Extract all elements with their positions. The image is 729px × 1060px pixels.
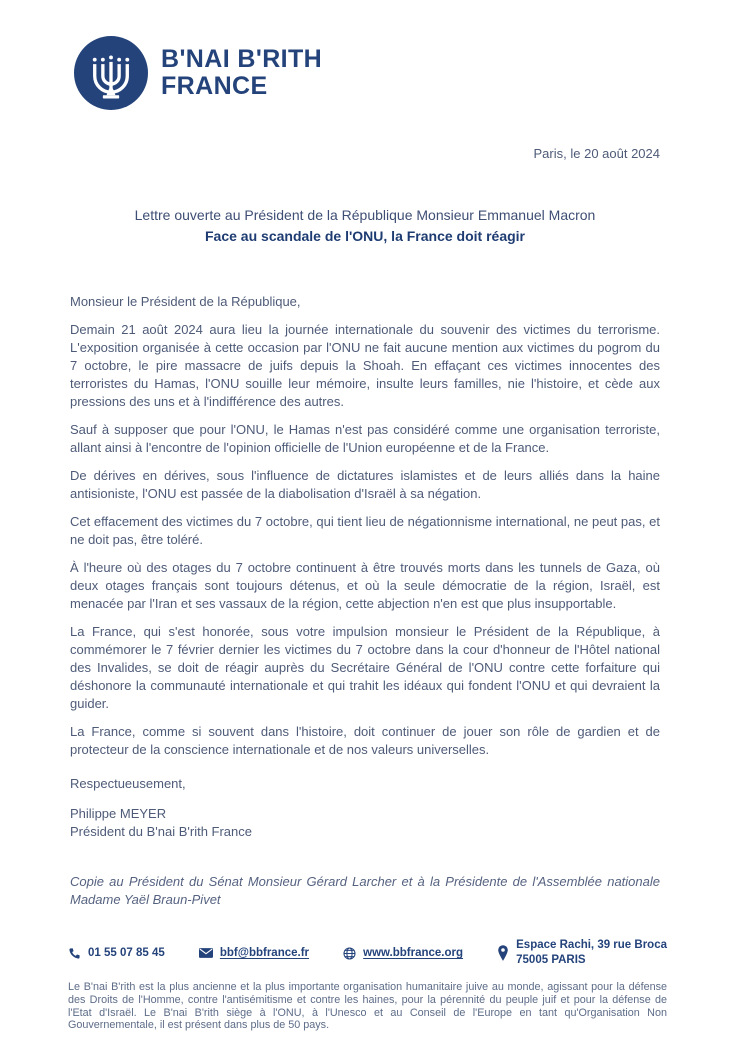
phone-icon [68, 947, 81, 960]
letter-title: Lettre ouverte au Président de la République Monsieur Emmanuel Macron [134, 207, 596, 223]
envelope-icon [199, 948, 213, 958]
body-paragraph: Sauf à supposer que pour l'ONU, le Hamas n'est pas considéré comme une organisation terroriste, allant ainsi à l'encontre de l'opinion officielle de l'Union européenne et de la France. [70, 422, 660, 455]
body-paragraph: Demain 21 août 2024 aura lieu la journée internationale du souvenir des victimes du terrorisme. L'exposition organisée à cette occasion par l'ONU ne fait aucune mention aux victimes du pogrom du 7 octobre, le pire massacre de juifs depuis la Shoah. En effaçant ces victimes innocentes des terroristes du Hamas, l'ONU souille leur mémoire, insulte leurs familles, nie l'histoire, et cède aux pressions des uns et à l'indifférence des autres. [70, 322, 660, 409]
letter-page [0, 36, 729, 1060]
globe-icon [343, 947, 356, 960]
salutation: Monsieur le Président de la République, [70, 294, 301, 309]
logo-line1: B'NAI B'RITH [161, 45, 323, 73]
logo-text [161, 46, 322, 100]
address-line1: Espace Rachi, 39 rue Broca [516, 939, 667, 951]
website-contact[interactable] [343, 947, 463, 960]
location-pin-icon [497, 945, 509, 961]
body-paragraph: La France, qui s'est honorée, sous votre impulsion monsieur le Président de la République, à commémorer le 7 février dernier les victimes du 7 octobre dans la cour d'honneur de l'Hôtel national des Invalides, se doit de réagir auprès du Secrétaire Général de l'ONU contre cette forfaiture qui déshonore la communauté internationale et qui trahit les idéaux qui fondent l'ONU et qui devraient la guider. [70, 624, 660, 711]
phone-number: 01 55 07 85 45 [88, 947, 165, 959]
letter-subtitle: Face au scandale de l'ONU, la France doit réagir [205, 228, 525, 244]
signature-title: Président du B'nai B'rith France [70, 824, 252, 839]
menorah-icon [74, 36, 148, 110]
logo-line2: FRANCE [161, 72, 268, 100]
signature-name: Philippe MEYER [70, 806, 167, 821]
address-contact [497, 938, 667, 968]
body-paragraph: Cet effacement des victimes du 7 octobre, qui tient lieu de négationnisme international, ne peut pas, et ne doit pas, être toléré. [70, 514, 660, 547]
email-link[interactable]: bbf@bbfrance.fr [219, 947, 310, 959]
website-link[interactable]: www.bbfrance.org [363, 947, 464, 959]
signature-block [70, 805, 660, 841]
body-paragraph: À l'heure où des otages du 7 octobre continuent à être trouvés morts dans les tunnels de Gaza, où deux otages français sont toujours détenus, et où la seule démocratie de la région, Israël, est menacée par l'Iran et ses vassaux de la région, cette abjection n'en est que plus insupportable. [70, 560, 660, 611]
phone-contact [68, 947, 165, 960]
closing: Respectueusement, [70, 776, 186, 791]
body-paragraph: La France, comme si souvent dans l'histoire, doit continuer de jouer son rôle de gardien et de protecteur de la conscience internationale et de nos valeurs universelles. [70, 724, 660, 757]
letter-title-block [70, 205, 660, 247]
copy-note: Copie au Président du Sénat Monsieur Gérard Larcher et à la Présidente de l'Assemblée nationale Madame Yaël Braun-Pivet [70, 874, 660, 907]
contact-row [68, 938, 667, 968]
about-text: Le B'nai B'rith est la plus ancienne et la plus importante organisation humanitaire juive au monde, agissant pour la défense des Droits de l'Homme, contre l'antisémitisme et contre les haines, pour la pérennité du peuple juif et pour la défense de l'Etat d'Israël. Le B'nai B'rith siège à l'ONU, à l'Unesco et au Conseil de l'Europe en tant qu'Organisation Non Gouvernementale, il est présent dans plus de 50 pays. [68, 981, 667, 1032]
email-contact[interactable] [199, 947, 309, 959]
logo [74, 36, 660, 110]
date-line: Paris, le 20 août 2024 [533, 146, 660, 161]
letter-body [70, 293, 660, 909]
body-paragraph: De dérives en dérives, sous l'influence de dictatures islamistes et de leurs alliés dans la haine antisioniste, l'ONU est passée de la diabolisation d'Israël à sa négation. [70, 468, 660, 501]
footer [68, 938, 667, 1032]
address [516, 938, 667, 968]
address-line2: 75005 PARIS [516, 954, 586, 966]
